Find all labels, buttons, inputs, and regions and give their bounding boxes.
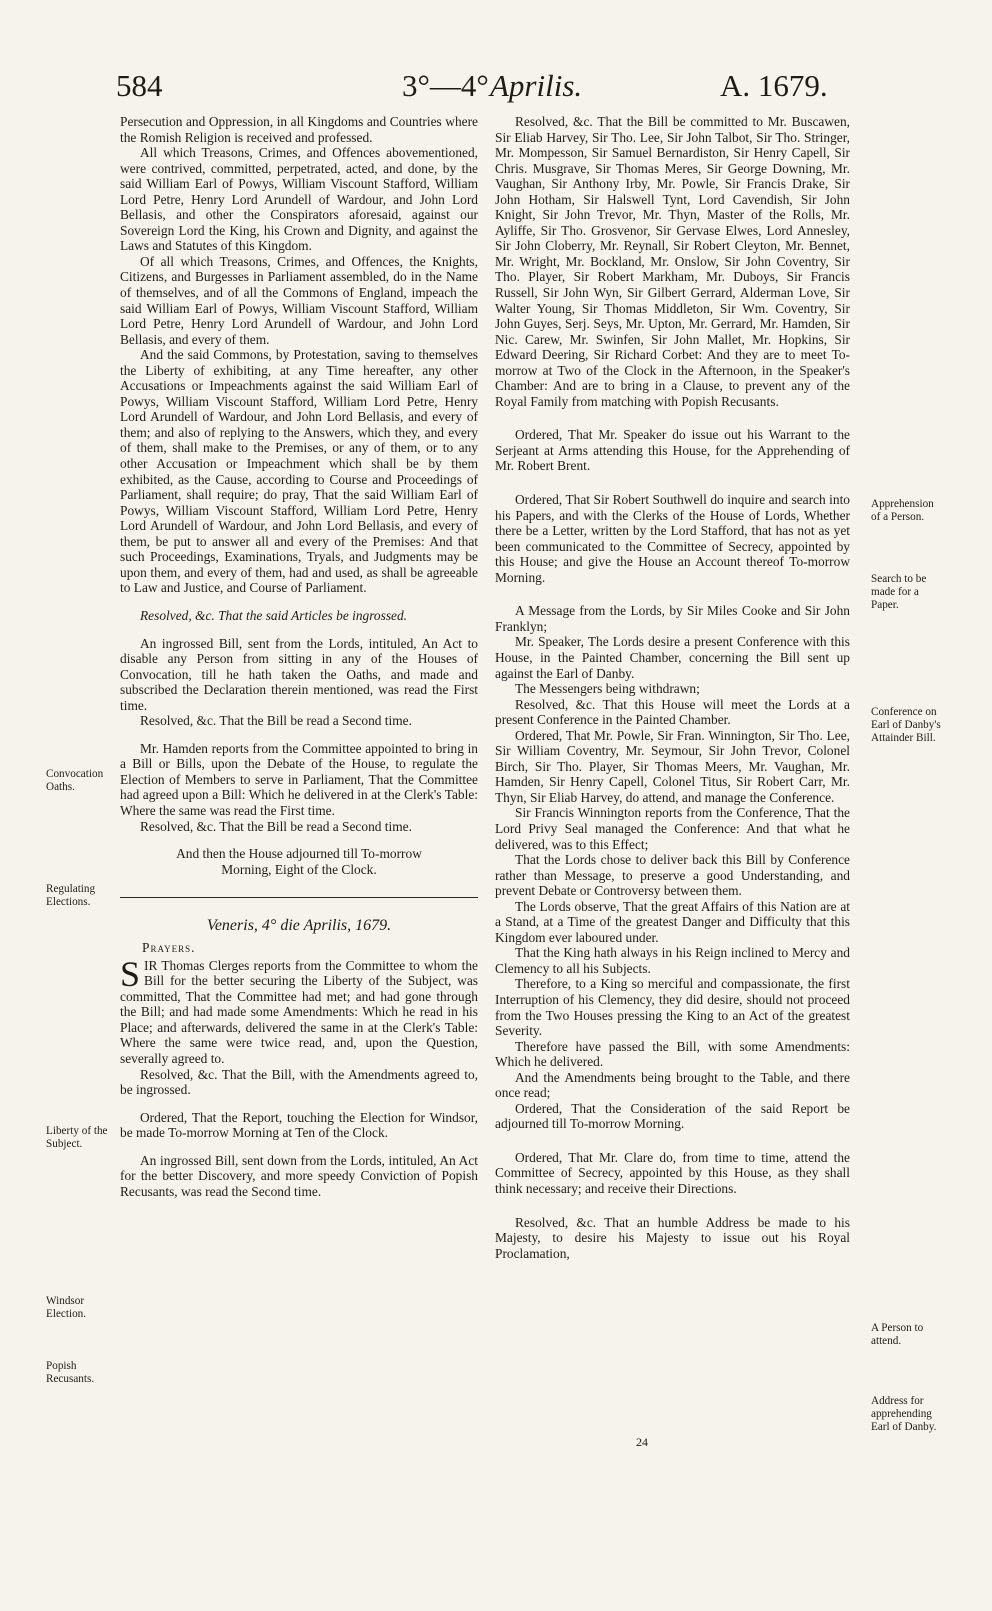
- margin-note-person-attend: A Person to attend.: [871, 1322, 924, 1347]
- paragraph-popish-bill: An ingrossed Bill, sent down from the Lords, intituled, An Act for the better Discovery, and more speedy Conviction of Popish Recusants, was read the Second time.: [120, 1152, 478, 1199]
- paragraph-lords-message: A Message from the Lords, by Sir Miles Cooke and Sir John Franklyn;: [495, 603, 850, 634]
- paragraph-resolved-second-reading: Resolved, &c. That the Bill be read a Second time.: [140, 713, 412, 729]
- paragraph-treasons: All which Treasons, Crimes, and Offences abovementioned, were contrived, committed, perpetrated, acted, and done, by the said William Earl of Powys, William Viscount Stafford, William Lord Petre, Henry Lord Arundell of Wardour, and John Lord Bellasis, and other the Conspirators aforesaid, against our Sovereign Lord the King, his Crown and Dignity, and against the Laws and Statutes of this Kingdom.: [120, 145, 478, 254]
- paragraph-resolved-meet: Resolved, &c. That this House will meet the Lords at a present Conference in the Painted Chamber.: [495, 696, 850, 728]
- left-column: [120, 114, 478, 1199]
- paragraph-resolved-ingrossed: Resolved, &c. That the Bill, with the Amendments agreed to, be ingrossed.: [120, 1066, 478, 1098]
- paragraph-search-papers: Ordered, That Sir Robert Southwell do inquire and search into his Papers, and with the Clerks of the House of Lords, Whether there be a Letter, written by the Lord Stafford, that has not as yet been communicated to the Committee of Secrecy, appointed by this House; and give the House an Account thereof To-morrow Morning.: [495, 492, 850, 585]
- paragraph-speaker-conference: Mr. Speaker, The Lords desire a present Conference with this House, in the Painted Chamber, concerning the Bill sent up against the Earl of Danby.: [495, 634, 850, 681]
- paragraph-clare-attend: Ordered, That Mr. Clare do, from time to time, attend the Committee of Secrecy, appointed by this House, as they shall think necessary; and receive their Directions.: [495, 1149, 850, 1196]
- paragraph-convocation-bill: An ingrossed Bill, sent from the Lords, intituled, An Act to disable any Person from sitting in any of the Houses of Convocation, till he hath taken the Oaths, and made and subscribed the Declaration therein mentioned, was read the First time.: [120, 635, 478, 713]
- prayers-heading: Prayers.: [142, 940, 196, 956]
- paragraph-messengers-withdrawn: The Messengers being withdrawn;: [515, 681, 700, 697]
- paragraph-protestation: And the said Commons, by Protestation, saving to themselves the Liberty of exhibiting, at any Time hereafter, any other Accusations or Impeachments against the said William Earl of Powys, William Viscount Stafford, William Lord Petre, Henry Lord Arundell of Wardour, and John Lord Bellasis, and every of them; and also of replying to the Answers, which they, and every of them, shall make to the Premises, or any of them, or to any other Accusation or Impeachment which shall be by them exhibited, as the Cause, according to Course and Proceedings of Parliament, shall require; do pray, That the said William Earl of Powys, William Viscount Stafford, William Lord Petre, Henry Lord Arundell of Wardour, and John Lord Bellasis, and every of them, be put to answer all and every of the Premises: And that such Proceedings, Examinations, Tryals, and Judgments may be upon them, and every of them, had and used, as shall be agreeable to Law and Justice, and Course of Parliament.: [120, 347, 478, 596]
- margin-note-popish: Popish Recusants.: [46, 1360, 95, 1385]
- paragraph-liberty-report: IR Thomas Clerges reports from the Committee to whom the Bill for the better securing the Liberty of the Subject, was committed, That the Committee had met; and had gone through the Bill; and had made some Amendments: Which he read in his Place; and afterwards, delivered the same in at the Clerk's Table: Where the same were twice read, and, upon the Question, severally agreed to.: [120, 957, 478, 1066]
- paragraph-lords-observe: The Lords observe, That the great Affairs of this Nation are at a Stand, at a Time of the greatest Danger and Difficulty that this Kingdom ever laboured under.: [495, 898, 850, 945]
- right-column: [495, 114, 850, 1261]
- paragraph-king-mercy: That the King hath always in his Reign inclined to Mercy and Clemency to all his Subjects.: [495, 945, 850, 976]
- margin-note-address-danby: Address for apprehending Earl of Danby.: [871, 1395, 937, 1433]
- margin-note-search-paper: Search to be made for a Paper.: [871, 573, 927, 611]
- header-year: A. 1679.: [720, 68, 828, 103]
- margin-note-convocation: Convocation Oaths.: [46, 768, 104, 793]
- paragraph-windsor-order: Ordered, That the Report, touching the Election for Windsor, be made To-morrow Morning at Ten of the Clock.: [120, 1109, 478, 1141]
- paragraph-lords-chose: That the Lords chose to deliver back this Bill by Conference rather than Message, to preserve a good Understanding, and prevent Debate or Controversy between them.: [495, 852, 850, 899]
- paragraph-warrant-order: Ordered, That Mr. Speaker do issue out his Warrant to the Serjeant at Arms attending this House, for the Apprehending of Mr. Robert Brent.: [495, 427, 850, 474]
- paragraph-managers-order: Ordered, That Mr. Powle, Sir Fran. Winnington, Sir Tho. Lee, Sir William Coventry, Mr. Seymour, Sir John Trevor, Colonel Birch, Sir Tho. Player, Sir Thomas Meers, Mr. Vaughan, Mr. Hamden, Sir Henry Capell, Colonel Titus, Sir Robert Carr, Mr. Thyn, Sir Eliab Harvey, do attend, and manage the Conference.: [495, 727, 850, 805]
- margin-note-elections: Regulating Elections.: [46, 883, 96, 908]
- paragraph-committee-list: Resolved, &c. That the Bill be committed to Mr. Buscawen, Sir Eliab Harvey, Sir Tho. Lee, Sir John Talbot, Sir Tho. Stringer, Mr. Mompesson, Sir Samuel Bernardiston, Sir Henry Capell, Sir Chris. Musgrave, Sir Thomas Meres, Sir George Downing, Mr. Vaughan, Sir Anthony Irby, Mr. Powle, Sir Francis Drake, Sir John Hotham, Sir Halswell Tynt, Lord Cavendish, Sir John Knight, Sir John Trevor, Mr. Thyn, Master of the Rolls, Mr. Ayliffe, Sir Tho. Grosvenor, Sir Gervase Elwes, Lord Annesley, Sir John Cloberry, Mr. Reynall, Sir Robert Cleyton, Mr. Bennet, Mr. Wright, Mr. Bockland, Mr. Onslow, Sir John Coventry, Sir Tho. Player, Sir Robert Markham, Mr. Duboys, Sir Francis Russell, Sir John Wyn, Sir Gilbert Gerrard, Alderman Love, Sir Walter Young, Sir Thomas Middleton, Sir Wm. Coventry, Sir John Guyes, Serj. Seys, Mr. Upton, Mr. Gerrard, Mr. Hamden, Sir Nic. Carew, Mr. Swinfen, Sir John Mallet, Mr. Hopkins, Sir Edward Deering, Sir Richard Corbet: And they are to meet To-morrow at Two of the Clock in the Afternoon, in the Speaker's Chamber: And are to bring in a Clause, to prevent any of the Royal Family from matching with Popish Recusants.: [495, 114, 850, 409]
- day-heading: Veneris, 4° die Aprilis, 1679.: [206, 917, 392, 935]
- header-dates: 3°—4°: [402, 68, 489, 103]
- section-divider: [120, 897, 478, 898]
- paragraph-passed-bill: Therefore have passed the Bill, with some Amendments: Which he delivered.: [495, 1038, 850, 1070]
- signature-mark: 24: [636, 1435, 648, 1449]
- page-number: 584: [116, 68, 163, 103]
- header-month: Aprilis.: [490, 68, 583, 103]
- paragraph-resolved-second-reading-2: Resolved, &c. That the Bill be read a Second time.: [140, 818, 412, 834]
- margin-note-apprehension: Apprehension of a Person.: [871, 498, 934, 523]
- paragraph-humble-address: Resolved, &c. That an humble Address be made to his Majesty, to desire his Majesty to issue out his Royal Proclamation,: [495, 1214, 850, 1261]
- margin-note-liberty: Liberty of the Subject.: [46, 1125, 108, 1150]
- margin-note-windsor: Windsor Election.: [46, 1295, 87, 1320]
- paragraph-impeachment: Of all which Treasons, Crimes, and Offences, the Knights, Citizens, and Burgesses in Parliament assembled, do in the Name of themselves, and of all the Commons of England, impeach the said William Earl of Powys, William Viscount Stafford, William Lord Petre, Henry Lord Arundell of Wardour, and John Lord Bellasis, and every of them.: [120, 253, 478, 347]
- drop-cap: S: [120, 953, 141, 994]
- paragraph-resolved-articles: Resolved, &c. That the said Articles be ingrossed.: [140, 607, 408, 623]
- paragraph-persecution: Persecution and Oppression, in all Kingdoms and Countries where the Romish Religion is received and professed.: [120, 114, 478, 145]
- margin-note-conference-danby: Conference on Earl of Danby's Attainder Bill.: [871, 706, 941, 744]
- paragraph-winnington-report: Sir Francis Winnington reports from the Conference, That the Lord Privy Seal managed the Conference: And that what he delivered, was to this Effect;: [495, 805, 850, 852]
- paragraph-adjourned: And then the House adjourned till To-morrow Morning, Eight of the Clock.: [176, 846, 422, 877]
- paragraph-elections-report: Mr. Hamden reports from the Committee appointed to bring in a Bill or Bills, upon the Debate of the House, to regulate the Election of Members to serve in Parliament, That the Committee had agreed upon a Bill: Which he delivered in at the Clerk's Table: Where the same was read the First time.: [120, 740, 478, 818]
- paragraph-therefore-king: Therefore, to a King so merciful and compassionate, the first Interruption of his Clemency, they did desire, should not proceed from the Two Houses pressing the King to an Act of the greatest Severity.: [495, 976, 850, 1039]
- paragraph-report-adjourned: Ordered, That the Consideration of the said Report be adjourned till To-morrow Morning.: [495, 1100, 850, 1132]
- paragraph-amendments-read: And the Amendments being brought to the Table, and there once read;: [495, 1069, 850, 1101]
